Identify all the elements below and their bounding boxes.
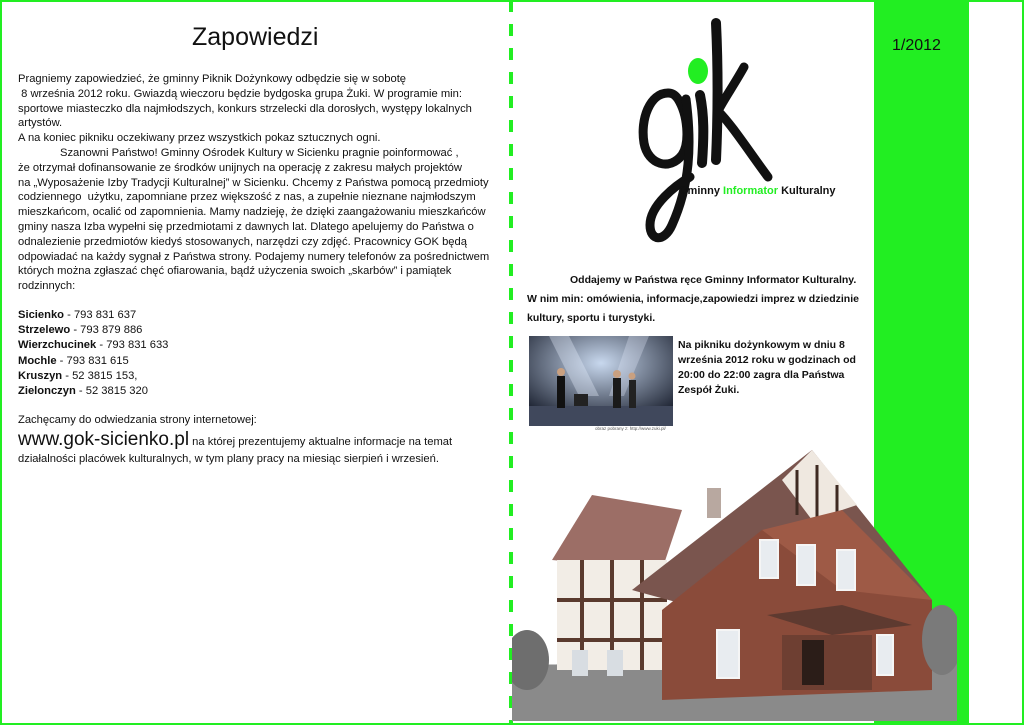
notice-paragraph: że otrzymał dofinansowanie ze środków unijnych na operację z zakresu małych projektów na „Wyposażenie Izby Tradycji Kulturalnej” w Sicienku. Chcemy z Państwa pomocą przedmioty codziennego użytku, zapomniane przez większość z nas, a zupełnie nieznane najmłodszym mieszkańcom, ocalić od zapomnienia. Mamy nadzieję, że dzięki zaangażowaniu mieszkańców gminy nasza Izba wypełni się przedmiotami z dawnych lat. Dlatego apelujemy do Państwa o odnalezienie przedmiotów kiedyś stosowanych, narzędzi czy zdjęć. Pracownicy GOK będą odpowiadać na każdy sygnał z Państwa strony. Podajemy numery telefonów za pośrednictwem których można zgłaszać chęć ofiarowania, bądź użyczenia swoich „skarbów” i pamiątek rodzinnych: (18, 161, 490, 293)
invite-text: Zachęcamy do odwiedzania strony internetowej: (18, 414, 257, 427)
band-photo (529, 336, 673, 426)
contact-item: Mochle - 793 831 615 (18, 354, 129, 367)
contact-item: Zielonczyn - 52 3815 320 (18, 384, 148, 397)
intro-line-1: Oddajemy w Państwa ręce Gminny Informator Kulturalny. (570, 274, 857, 286)
contact-item: Sicienko - 793 831 637 (18, 308, 137, 321)
concert-info: Na pikniku dożynkowym w dniu 8 września 2012 roku w godzinach od 20:00 do 22:00 zagra dla Państwa Zespół Żuki. (678, 339, 856, 396)
contact-list (18, 308, 493, 399)
contact-item: Wierzchucinek - 793 831 633 (18, 339, 169, 352)
notice-first-line: Szanowni Państwo! Gminny Ośrodek Kultury w Sicienku pragnie poinformować , (60, 146, 459, 159)
logo-caption: Gminny Informator Kulturalny (679, 185, 836, 197)
issue-number: 1/2012 (892, 37, 941, 54)
left-panel (18, 20, 493, 467)
closing-text: działalności placówek kulturalnych, w tym plany pracy na miesiąc sierpień i wrzesień. (18, 452, 439, 465)
intro-text (527, 271, 867, 328)
contact-item: Kruszyn - 52 3815 153, (18, 369, 138, 382)
right-margin (969, 2, 1018, 721)
intro-rest: W nim min: omówienia, informacje,zapowiedzi imprez w dziedzinie kultury, sportu i turystyki. (527, 293, 859, 324)
website-link[interactable]: www.gok-sicienko.pl (18, 428, 190, 450)
closing-section (18, 413, 493, 467)
website-after-text: na której prezentujemy aktualne informacje na temat (189, 435, 453, 448)
website-line (18, 428, 493, 452)
contact-item: Strzelewo - 793 879 886 (18, 324, 143, 337)
house-illustration (512, 440, 957, 721)
announcement-paragraph: Pragniemy zapowiedzieć, że gminny Piknik Dożynkowy odbędzie się w sobotę 8 września 2012 roku. Gwiazdą wieczoru będzie bydgoska grupa Żuki. W programie min: sportowe miasteczko dla najmłodszych, konkurs strzelecki dla dorosłych, występy lokalnych artystów. A na koniec pikniku oczekiwany przez wszystkich pokaz sztucznych ogni. (18, 73, 472, 145)
page-title: Zapowiedzi (192, 23, 319, 51)
photo-caption: obraz pobrany z: http://www.zuki.pl/ (595, 426, 666, 431)
gik-logo-icon (620, 15, 860, 255)
